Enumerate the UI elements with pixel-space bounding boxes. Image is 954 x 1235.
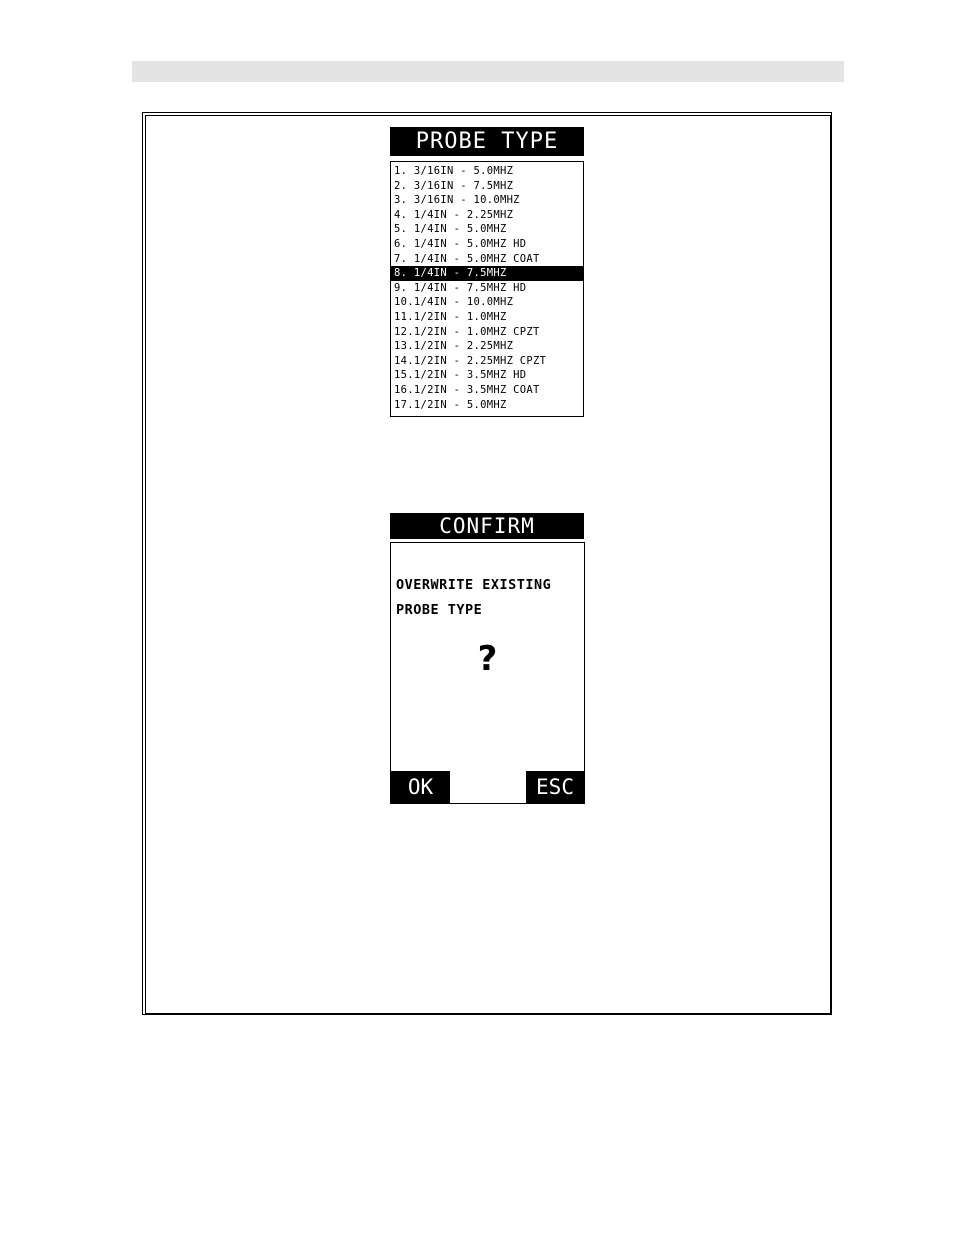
confirm-dialog [390, 542, 585, 804]
probe-type-item[interactable]: 4. 1/4IN - 2.25MHZ [394, 208, 514, 221]
confirm-message [396, 573, 551, 623]
probe-type-item[interactable]: 17.1/2IN - 5.0MHZ [394, 398, 507, 411]
probe-type-item[interactable]: 14.1/2IN - 2.25MHZ CPZT [394, 354, 547, 367]
probe-type-item[interactable]: 7. 1/4IN - 5.0MHZ COAT [394, 252, 540, 265]
probe-type-list [390, 161, 584, 417]
confirm-title: CONFIRM [390, 513, 584, 539]
probe-type-title: PROBE TYPE [390, 127, 584, 156]
probe-type-item[interactable]: 6. 1/4IN - 5.0MHZ HD [394, 237, 527, 250]
probe-type-item[interactable]: 10.1/4IN - 10.0MHZ [394, 296, 514, 309]
page-header-bar [132, 61, 844, 82]
probe-type-item[interactable]: 12.1/2IN - 1.0MHZ CPZT [394, 325, 540, 338]
probe-type-item[interactable]: 2. 3/16IN - 7.5MHZ [394, 179, 514, 192]
probe-type-item[interactable]: 1. 3/16IN - 5.0MHZ [394, 165, 514, 177]
probe-type-item[interactable]: 9. 1/4IN - 7.5MHZ HD [394, 281, 527, 294]
confirm-message-line2: PROBE TYPE [396, 602, 483, 618]
probe-type-items [391, 162, 583, 412]
probe-type-item[interactable]: 15.1/2IN - 3.5MHZ HD [394, 369, 527, 382]
ok-button[interactable]: OK [391, 771, 450, 803]
probe-type-item[interactable]: 13.1/2IN - 2.25MHZ [394, 340, 514, 353]
confirm-question-mark: ? [477, 639, 498, 679]
confirm-message-line1: OVERWRITE EXISTING [396, 577, 552, 593]
probe-type-item[interactable]: 5. 1/4IN - 5.0MHZ [394, 223, 507, 236]
probe-type-item[interactable]: 8. 1/4IN - 7.5MHZ [391, 266, 583, 281]
probe-type-item[interactable]: 16.1/2IN - 3.5MHZ COAT [394, 383, 540, 396]
probe-type-item[interactable]: 11.1/2IN - 1.0MHZ [394, 310, 507, 323]
probe-type-item[interactable]: 3. 3/16IN - 10.0MHZ [394, 194, 520, 207]
esc-button[interactable]: ESC [526, 771, 584, 803]
